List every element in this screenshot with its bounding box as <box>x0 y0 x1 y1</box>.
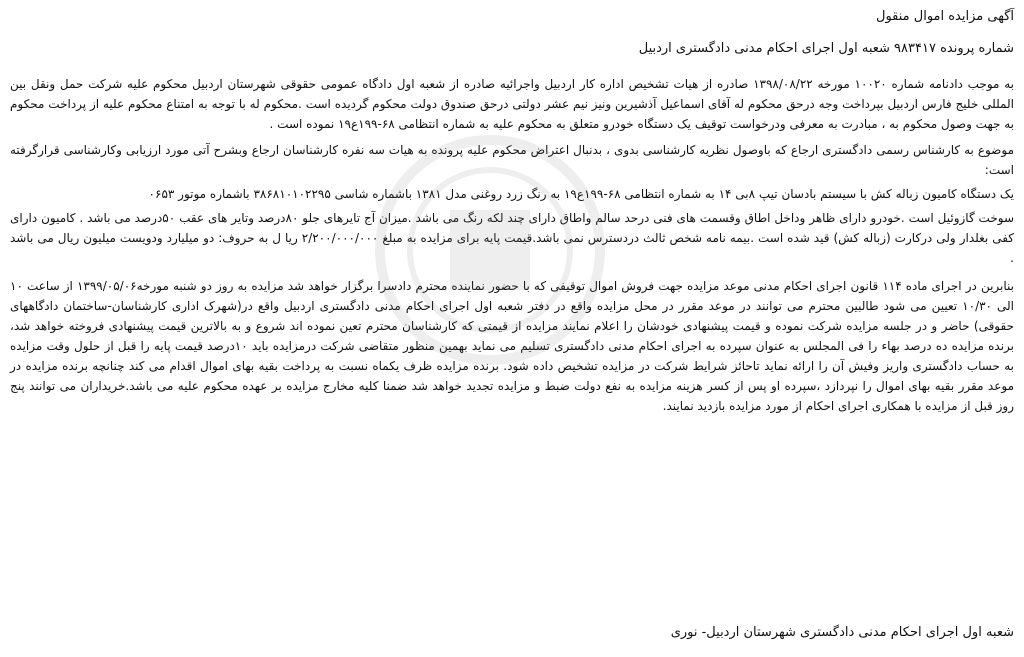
issuing-office-signature: شعبه اول اجرای احکام مدنی دادگستری شهرستان اردبیل- نوری <box>670 625 1014 640</box>
case-number-line: شماره پرونده ۹۸۳۴۱۷ شعبه اول اجرای احکام مدنی دادگستری اردبیل <box>638 41 1014 56</box>
paragraph-vehicle-description: یک دستگاه کامیون زباله کش با سیستم بادسان تیپ ۸بی ۱۴ به شماره انتظامی ۶۸-۱۹۹ع۱۹ به رنگ زرد روغنی مدل ۱۳۸۱ باشماره شاسی ۳۸۶۸۱۰۱۰۲۲۹۵ باشماره موتور ۰۶۵۳ <box>148 187 1014 201</box>
paragraph-judgment: به موجب دادنامه شماره ۱۰۰۲۰ مورخه ۱۳۹۸/۰۸/۲۲ صادره از هیات تشخیص اداره کار اردبیل واجرائیه صادره از شعبه اول دادگاه عمومی حقوقی شهرستان اردبیل محکوم علیه شرکت حمل ونقل بین المللی خلیج فارس اردبیل بپرداخت وجه درحق محکوم له آقای اسماعیل آذشیرین ونیز نیم عشر دولتی درحق صندوق دولت محکوم گردیده است .محکوم له با توجه به امتناع محکوم علیه از پرداخت محکوم به جهت وصول محکوم به ، مبادرت به معرفی ودرخواست توقیف یک دستگاه خودرو متعلق به محکوم علیه به شماره انتظامی ۶۸-۱۹۹ع۱۹ نموده است . <box>10 77 1015 131</box>
paragraph-expert-referral: موضوع به کارشناس رسمی دادگستری ارجاع که باوصول نظریه کارشناسی بدوی ، بدنبال اعتراض محکوم علیه پرونده به هیات سه نفره کارشناسان ارجاع وبشرح آتی مورد ارزیابی وکارشناسی قرارگرفته است: <box>10 143 1014 177</box>
notice-title: آگهی مزایده اموال منقول <box>876 9 1014 24</box>
paragraph-vehicle-condition: سوخت گازوئیل است .خودرو دارای ظاهر وداخل اطاق وقسمت های فنی درحد سالم واطاق دارای چند لکه رنگ می باشد .میزان آج تایرهای جلو ۸۰درصد وتایر های عقب ۵۰درصد می باشد . کامیون دارای کفی بغلدار ولی درکارت (زباله کش) قید شده است .بیمه نامه شخص ثالث دردسترس نمی باشد.قیمت پایه برای مزایده به مبلغ ۲/۲۰۰/۰۰۰/۰۰۰ ریا ل به حروف: دو میلیارد ودویست میلیون ریال می باشد . <box>10 211 1015 265</box>
paragraph-auction-terms: بنابرین در اجرای ماده ۱۱۴ قانون اجرای احکام مدنی موعد مزایده جهت فروش اموال توقیفی که با حضور نماینده محترم دادسرا برگزار خواهد شد مزایده به روز دو شنبه مورخه۱۳۹۹/۰۵/۰۶ از ساعت ۱۰ الی ۱۰/۳۰ تعیین می شود طالبین محترم می توانند در موعد مقرر در محل مزایده واقع در دفتر شعبه اول اجرای احکام مدنی دادگستری اردبیل واقع در(شهرک اداری کارشناسان-ساختمان دادگاههای حقوقی) حاضر و در جلسه مزایده شرکت نموده و قیمت پیشنهادی خودشان را اعلام نمایند مزایده از قیمتی که کارشناسان محترم تعین نموده اند شروع و به بالاترین قیمت پیشنهادی فروخته خواهد شد، برنده مزایده ده درصد بهاء را فی المجلس به عنوان سپرده به اجرای احکام مدنی دادگستری تسلیم می نماید بهمین منظور متقاضی شرکت درمزایده باید ۱۰درصد قیمت پایه را قبل از حلول وقت مزایده به حساب دادگستری واریز وفیش آن را ارائه نماید تاحائز شرایط شرکت در مزایده تشخیص داده شود. برنده مزایده ظرف یکماه نسبت به پرداخت بقیه بهای اموال اقدام می کند چنانچه برنده مزایده در موعد مقرر بقیه بهای اموال را نپردازد ،سپرده او پس از کسر هزینه مزایده به نفع دولت ضبط و مزایده تجدید خواهد شد ضمنا کلیه مخارج مزایده بر عهده محکوم علیه می باشد.خریداران می توانند پنج روز قبل از مزایده با همکاری اجرای احکام از مورد مزایده بازدید نمایند. <box>10 279 1015 413</box>
